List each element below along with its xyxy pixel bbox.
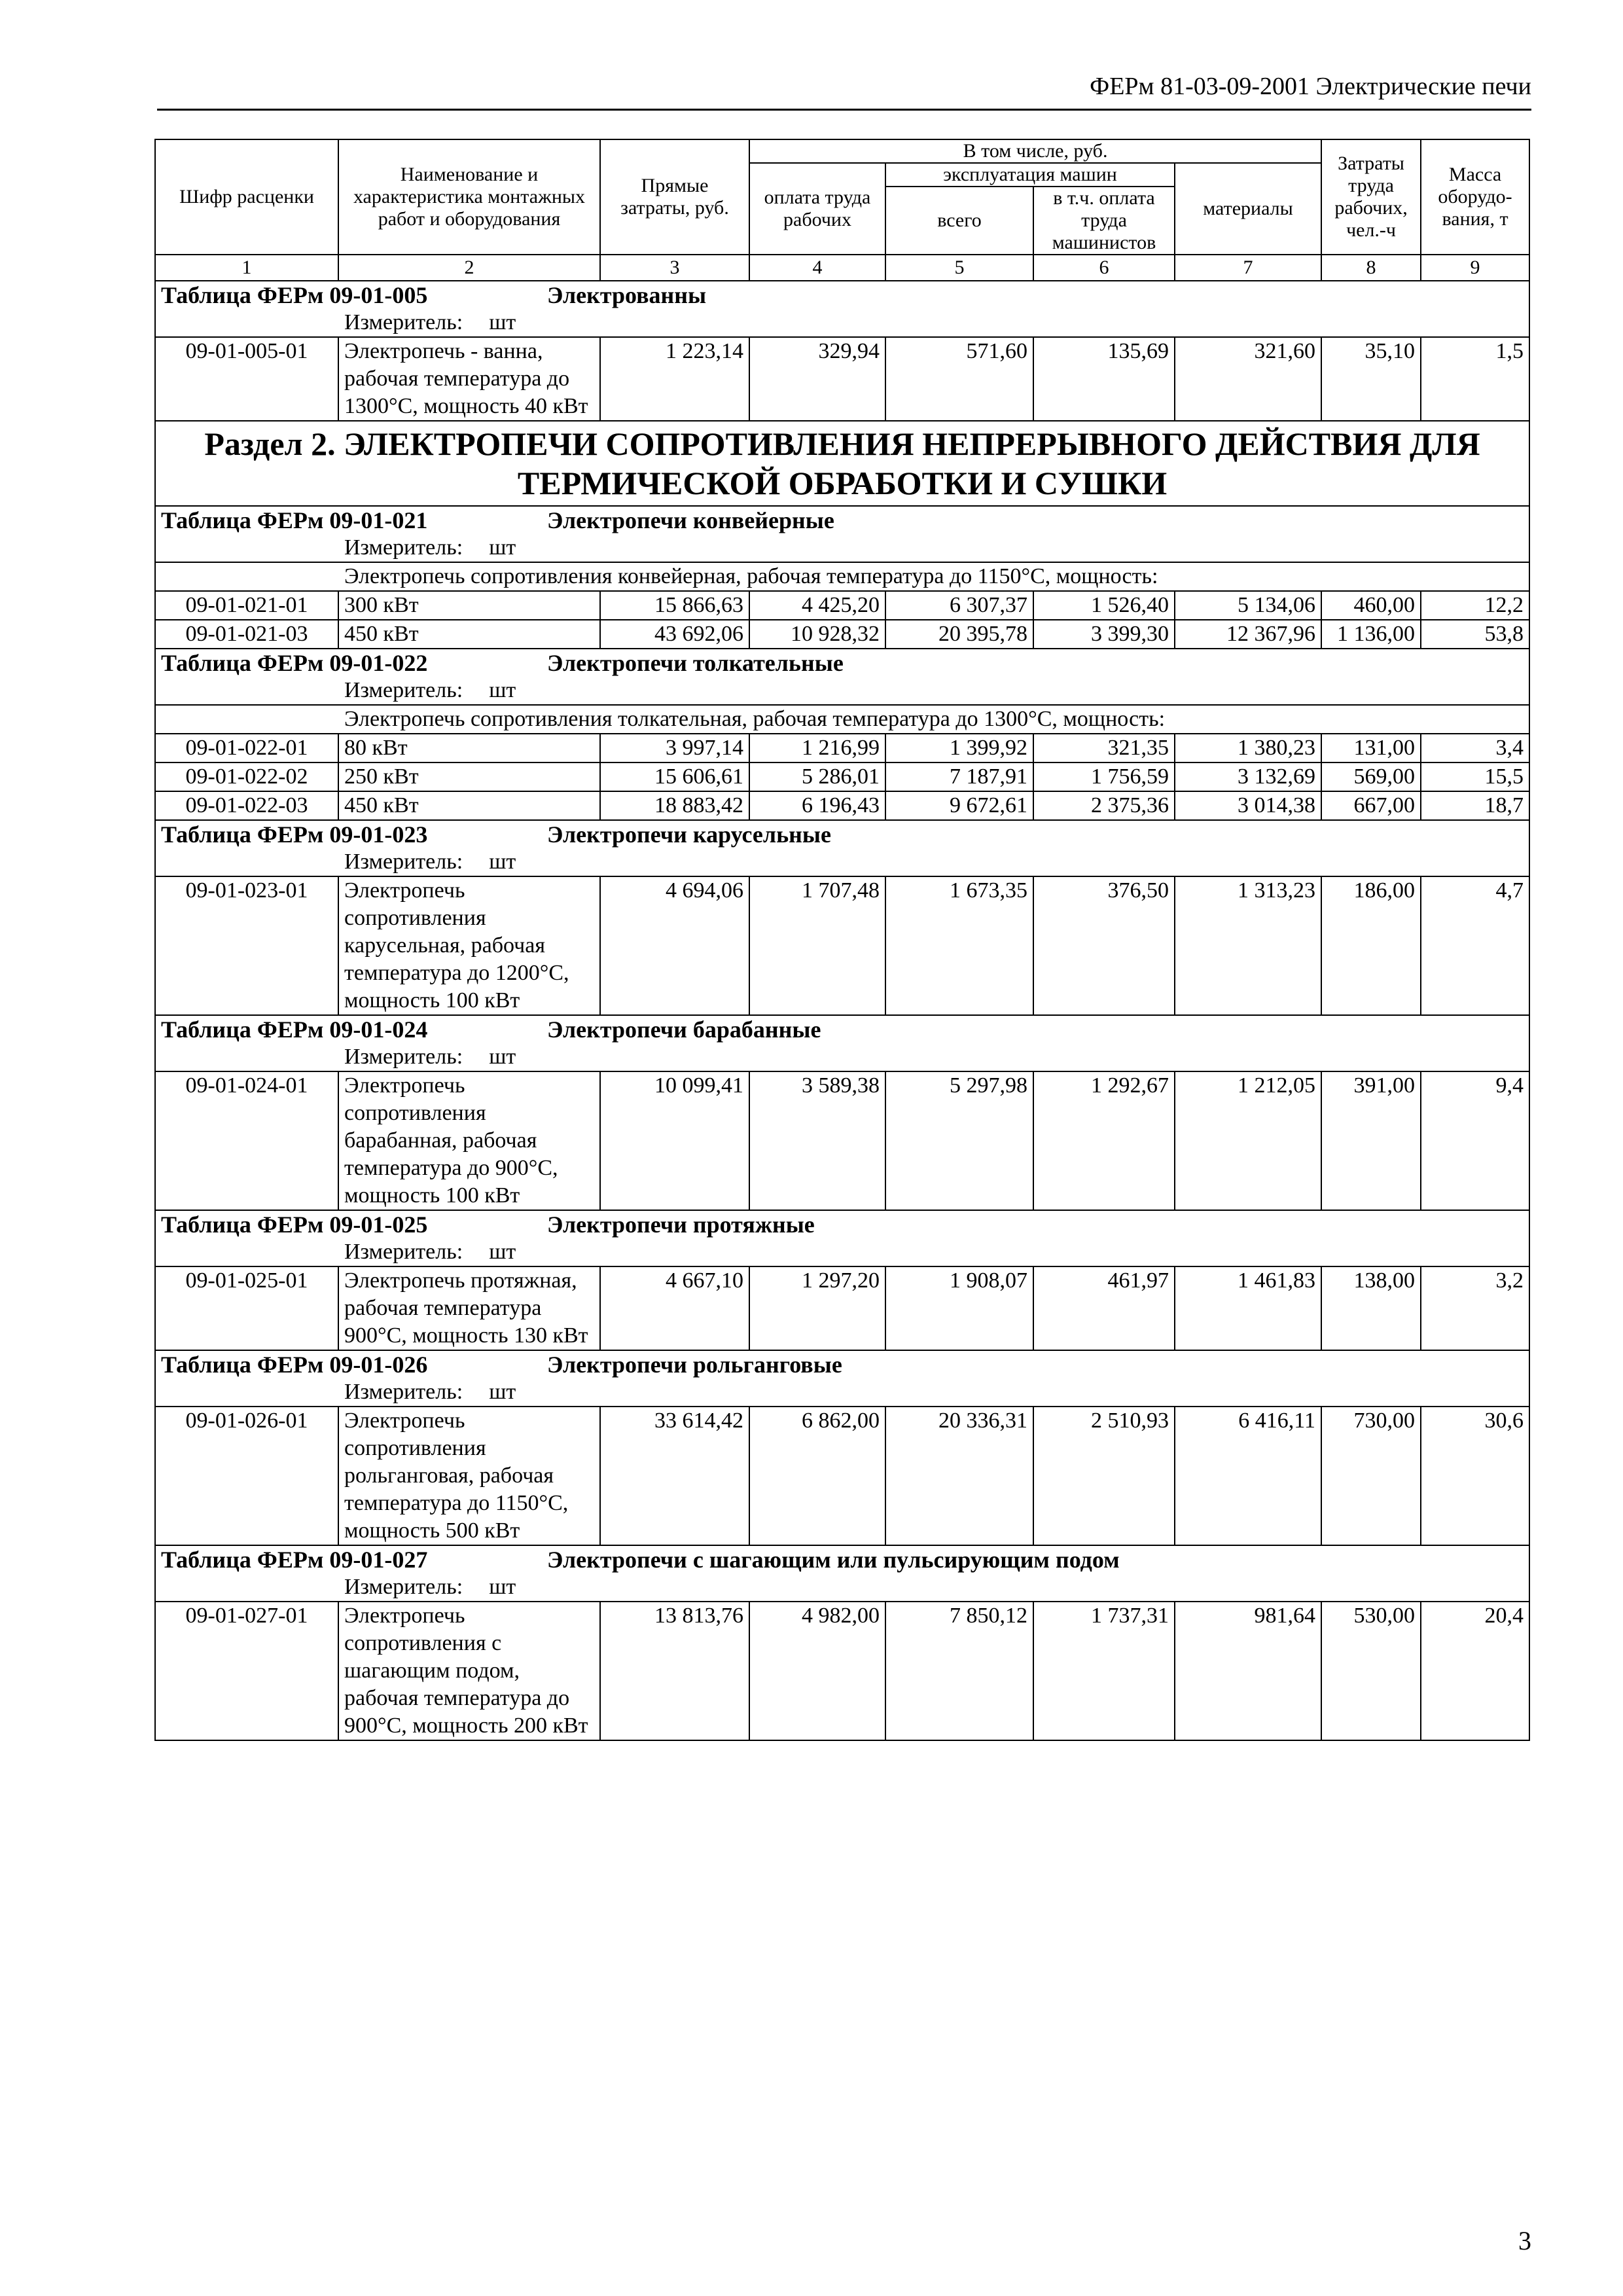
measure-row <box>155 309 1529 337</box>
materials: 1 313,23 <box>1175 876 1321 1015</box>
rate-name: Электропечь - ванна, рабочая температура до 1300°С, мощность 40 кВт <box>338 337 600 421</box>
measure-label: Измеритель: <box>344 850 463 874</box>
rate-code: 09-01-026-01 <box>155 1407 338 1545</box>
labor-hours: 186,00 <box>1321 876 1421 1015</box>
col-number: 8 <box>1321 255 1421 281</box>
equipment-mass: 9,4 <box>1421 1071 1529 1210</box>
direct-cost: 33 614,42 <box>600 1407 749 1545</box>
measure-row <box>155 1043 1529 1071</box>
table-name: Электропечи с шагающим или пульсирующим подом <box>547 1547 1120 1573</box>
labor-hours: 667,00 <box>1321 791 1421 820</box>
rate-name: Электропечь сопротивления с шагающим подом, рабочая температура до 900°С, мощность 200 кВт <box>338 1602 600 1740</box>
table-number: Таблица ФЕРм 09-01-023 <box>161 821 428 848</box>
measure-label: Измеритель: <box>344 1240 463 1264</box>
direct-cost: 4 667,10 <box>600 1266 749 1350</box>
table-number: Таблица ФЕРм 09-01-026 <box>161 1352 428 1378</box>
col-machines-header: эксплуатация машин <box>885 163 1175 187</box>
materials: 1 212,05 <box>1175 1071 1321 1210</box>
measure-label: Измеритель: <box>344 535 463 560</box>
table-row <box>155 1266 1529 1350</box>
measure-unit: шт <box>489 850 516 874</box>
labor-pay: 3 589,38 <box>749 1071 885 1210</box>
table-title-row <box>155 1545 1529 1573</box>
col-mach-total-header: всего <box>885 187 1033 255</box>
machinist-pay: 1 292,67 <box>1033 1071 1175 1210</box>
measure-row <box>155 677 1529 705</box>
rate-code: 09-01-024-01 <box>155 1071 338 1210</box>
rate-code: 09-01-022-01 <box>155 734 338 762</box>
machines-total: 6 307,37 <box>885 591 1033 620</box>
materials: 321,60 <box>1175 337 1321 421</box>
labor-pay: 1 707,48 <box>749 876 885 1015</box>
machinist-pay: 1 737,31 <box>1033 1602 1175 1740</box>
machinist-pay: 461,97 <box>1033 1266 1175 1350</box>
machines-total: 5 297,98 <box>885 1071 1033 1210</box>
measure-unit: шт <box>489 310 516 334</box>
measure-row <box>155 534 1529 562</box>
rate-name: 450 кВт <box>338 791 600 820</box>
table-row <box>155 791 1529 820</box>
table-row <box>155 876 1529 1015</box>
materials: 1 461,83 <box>1175 1266 1321 1350</box>
table-number: Таблица ФЕРм 09-01-024 <box>161 1016 428 1043</box>
machinist-pay: 2 510,93 <box>1033 1407 1175 1545</box>
measure-unit: шт <box>489 678 516 702</box>
materials: 3 132,69 <box>1175 762 1321 791</box>
group-description: Электропечь сопротивления толкательная, рабочая температура до 1300°С, мощность: <box>155 705 1529 734</box>
rate-name: Электропечь сопротивления барабанная, рабочая температура до 900°С, мощность 100 кВт <box>338 1071 600 1210</box>
machinist-pay: 135,69 <box>1033 337 1175 421</box>
materials: 5 134,06 <box>1175 591 1321 620</box>
col-number: 3 <box>600 255 749 281</box>
direct-cost: 15 606,61 <box>600 762 749 791</box>
table-row <box>155 620 1529 649</box>
col-labor-pay-header: оплата труда рабочих <box>749 163 885 255</box>
machinist-pay: 321,35 <box>1033 734 1175 762</box>
equipment-mass: 3,2 <box>1421 1266 1529 1350</box>
labor-pay: 10 928,32 <box>749 620 885 649</box>
equipment-mass: 12,2 <box>1421 591 1529 620</box>
labor-hours: 460,00 <box>1321 591 1421 620</box>
direct-cost: 13 813,76 <box>600 1602 749 1740</box>
col-number: 7 <box>1175 255 1321 281</box>
direct-cost: 18 883,42 <box>600 791 749 820</box>
rate-code: 09-01-005-01 <box>155 337 338 421</box>
rate-code: 09-01-025-01 <box>155 1266 338 1350</box>
group-row <box>155 705 1529 734</box>
direct-cost: 15 866,63 <box>600 591 749 620</box>
equipment-mass: 15,5 <box>1421 762 1529 791</box>
machines-total: 9 672,61 <box>885 791 1033 820</box>
table-number: Таблица ФЕРм 09-01-027 <box>161 1547 428 1573</box>
equipment-mass: 18,7 <box>1421 791 1529 820</box>
group-row <box>155 562 1529 591</box>
rates-table <box>154 139 1530 1741</box>
machinist-pay: 3 399,30 <box>1033 620 1175 649</box>
col-incl-header: В том числе, руб. <box>749 139 1321 163</box>
direct-cost: 3 997,14 <box>600 734 749 762</box>
labor-hours: 530,00 <box>1321 1602 1421 1740</box>
machinist-pay: 376,50 <box>1033 876 1175 1015</box>
table-name: Электропечи рольганговые <box>547 1352 842 1378</box>
table-number: Таблица ФЕРм 09-01-005 <box>161 282 428 308</box>
machinist-pay: 2 375,36 <box>1033 791 1175 820</box>
col-name-header: Наименование и характеристика монтажных работ и оборудования <box>338 139 600 255</box>
labor-pay: 329,94 <box>749 337 885 421</box>
col-number: 4 <box>749 255 885 281</box>
machines-total: 20 395,78 <box>885 620 1033 649</box>
col-number: 2 <box>338 255 600 281</box>
equipment-mass: 30,6 <box>1421 1407 1529 1545</box>
equipment-mass: 3,4 <box>1421 734 1529 762</box>
materials: 12 367,96 <box>1175 620 1321 649</box>
labor-pay: 4 425,20 <box>749 591 885 620</box>
machines-total: 1 908,07 <box>885 1266 1033 1350</box>
rate-name: 250 кВт <box>338 762 600 791</box>
table-title-row <box>155 281 1529 309</box>
machinist-pay: 1 756,59 <box>1033 762 1175 791</box>
table-row <box>155 1602 1529 1740</box>
page-header <box>157 72 1531 111</box>
measure-row <box>155 1573 1529 1602</box>
measure-row <box>155 1378 1529 1407</box>
measure-unit: шт <box>489 1045 516 1069</box>
rate-name: Электропечь сопротивления рольганговая, рабочая температура до 1150°С, мощность 500 кВт <box>338 1407 600 1545</box>
measure-label: Измеритель: <box>344 1380 463 1404</box>
machines-total: 1 399,92 <box>885 734 1033 762</box>
table-name: Электропечи барабанные <box>547 1016 821 1043</box>
table-row <box>155 1071 1529 1210</box>
direct-cost: 10 099,41 <box>600 1071 749 1210</box>
col-labor-hours-header: Затраты труда рабочих, чел.-ч <box>1321 139 1421 255</box>
materials: 981,64 <box>1175 1602 1321 1740</box>
machines-total: 7 850,12 <box>885 1602 1033 1740</box>
equipment-mass: 53,8 <box>1421 620 1529 649</box>
col-code-header: Шифр расценки <box>155 139 338 255</box>
rate-code: 09-01-023-01 <box>155 876 338 1015</box>
direct-cost: 1 223,14 <box>600 337 749 421</box>
table-name: Электропечи конвейерные <box>547 507 834 533</box>
table-row <box>155 1407 1529 1545</box>
labor-pay: 1 216,99 <box>749 734 885 762</box>
table-row <box>155 337 1529 421</box>
col-materials-header: материалы <box>1175 163 1321 255</box>
table-row <box>155 734 1529 762</box>
materials: 1 380,23 <box>1175 734 1321 762</box>
direct-cost: 4 694,06 <box>600 876 749 1015</box>
table-name: Электропечи карусельные <box>547 821 831 848</box>
table-number: Таблица ФЕРм 09-01-025 <box>161 1211 428 1238</box>
equipment-mass: 20,4 <box>1421 1602 1529 1740</box>
table-row <box>155 762 1529 791</box>
machines-total: 7 187,91 <box>885 762 1033 791</box>
section-title: Раздел 2. ЭЛЕКТРОПЕЧИ СОПРОТИВЛЕНИЯ НЕПРЕРЫВНОГО ДЕЙСТВИЯ ДЛЯ ТЕРМИЧЕСКОЙ ОБРАБОТКИ И СУШКИ <box>155 421 1529 506</box>
table-title-row <box>155 649 1529 677</box>
measure-label: Измеритель: <box>344 1045 463 1069</box>
labor-pay: 6 862,00 <box>749 1407 885 1545</box>
machinist-pay: 1 526,40 <box>1033 591 1175 620</box>
labor-hours: 138,00 <box>1321 1266 1421 1350</box>
labor-hours: 569,00 <box>1321 762 1421 791</box>
measure-row <box>155 848 1529 876</box>
labor-pay: 6 196,43 <box>749 791 885 820</box>
rate-name: 300 кВт <box>338 591 600 620</box>
measure-unit: шт <box>489 535 516 560</box>
table-title-row <box>155 1015 1529 1043</box>
rate-code: 09-01-022-03 <box>155 791 338 820</box>
labor-hours: 131,00 <box>1321 734 1421 762</box>
measure-label: Измеритель: <box>344 310 463 334</box>
measure-label: Измеритель: <box>344 678 463 702</box>
col-number: 1 <box>155 255 338 281</box>
document-title: ФЕРм 81-03-09-2001 Электрические печи <box>1090 73 1531 100</box>
labor-pay: 1 297,20 <box>749 1266 885 1350</box>
table-name: Электрованны <box>547 282 707 308</box>
page-number: 3 <box>1518 2226 1531 2255</box>
direct-cost: 43 692,06 <box>600 620 749 649</box>
col-number: 9 <box>1421 255 1529 281</box>
machines-total: 1 673,35 <box>885 876 1033 1015</box>
measure-row <box>155 1238 1529 1266</box>
rate-name: Электропечь сопротивления карусельная, рабочая температура до 1200°С, мощность 100 кВт <box>338 876 600 1015</box>
measure-label: Измеритель: <box>344 1575 463 1599</box>
measure-unit: шт <box>489 1575 516 1599</box>
table-name: Электропечи толкательные <box>547 650 844 676</box>
col-mach-labor-header: в т.ч. оплата труда машинистов <box>1033 187 1175 255</box>
labor-pay: 5 286,01 <box>749 762 885 791</box>
col-mass-header: Масса оборудо-вания, т <box>1421 139 1529 255</box>
rate-name: 450 кВт <box>338 620 600 649</box>
table-number: Таблица ФЕРм 09-01-022 <box>161 650 428 676</box>
group-description: Электропечь сопротивления конвейерная, рабочая температура до 1150°С, мощность: <box>155 562 1529 591</box>
equipment-mass: 1,5 <box>1421 337 1529 421</box>
table-title-row <box>155 506 1529 534</box>
labor-hours: 730,00 <box>1321 1407 1421 1545</box>
labor-hours: 1 136,00 <box>1321 620 1421 649</box>
labor-pay: 4 982,00 <box>749 1602 885 1740</box>
labor-hours: 35,10 <box>1321 337 1421 421</box>
equipment-mass: 4,7 <box>1421 876 1529 1015</box>
rate-code: 09-01-021-01 <box>155 591 338 620</box>
rate-code: 09-01-022-02 <box>155 762 338 791</box>
measure-unit: шт <box>489 1380 516 1404</box>
materials: 3 014,38 <box>1175 791 1321 820</box>
col-number: 5 <box>885 255 1033 281</box>
machines-total: 571,60 <box>885 337 1033 421</box>
section-row <box>155 421 1529 506</box>
rate-code: 09-01-027-01 <box>155 1602 338 1740</box>
col-number: 6 <box>1033 255 1175 281</box>
rate-code: 09-01-021-03 <box>155 620 338 649</box>
labor-hours: 391,00 <box>1321 1071 1421 1210</box>
table-name: Электропечи протяжные <box>547 1211 815 1238</box>
machines-total: 20 336,31 <box>885 1407 1033 1545</box>
table-title-row <box>155 1210 1529 1238</box>
measure-unit: шт <box>489 1240 516 1264</box>
table-row <box>155 591 1529 620</box>
table-title-row <box>155 820 1529 848</box>
materials: 6 416,11 <box>1175 1407 1321 1545</box>
rate-name: Электропечь протяжная, рабочая температура 900°С, мощность 130 кВт <box>338 1266 600 1350</box>
table-number: Таблица ФЕРм 09-01-021 <box>161 507 428 533</box>
table-title-row <box>155 1350 1529 1378</box>
col-direct-header: Прямые затраты, руб. <box>600 139 749 255</box>
rate-name: 80 кВт <box>338 734 600 762</box>
